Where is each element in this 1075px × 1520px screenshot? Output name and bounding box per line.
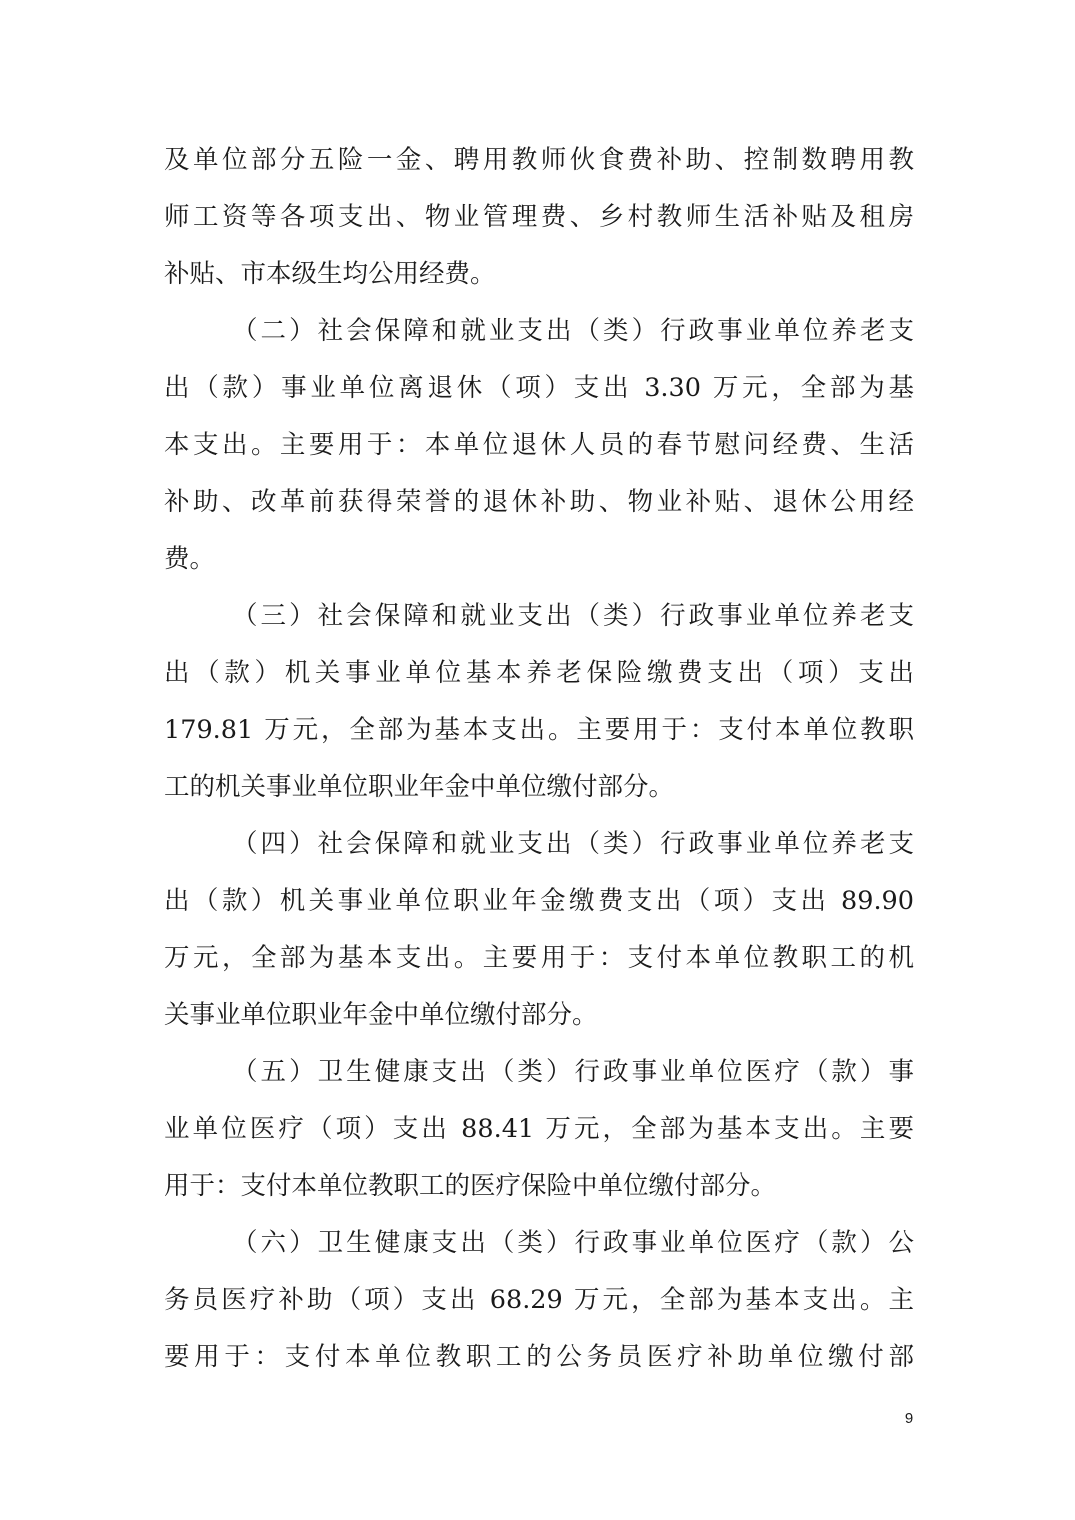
paragraph-1-line-1: 及单位部分五险一金、聘用教师伙食费补助、控制数聘用教: [164, 145, 914, 175]
paragraph-3-line-4: 工的机关事业单位职业年金中单位缴付部分。: [164, 772, 675, 802]
paragraph-2-line-5: 费。: [164, 544, 216, 574]
page-number: 9: [904, 1410, 914, 1427]
paragraph-3-line-1: （三）社会保障和就业支出（类）行政事业单位养老支: [232, 601, 914, 631]
paragraph-5-line-3: 用于：支付本单位教职工的医疗保险中单位缴付部分。: [164, 1171, 777, 1201]
paragraph-4-line-2: 出（款）机关事业单位职业年金缴费支出（项）支出 89.90: [164, 886, 914, 916]
paragraph-6-line-3: 要用于：支付本单位教职工的公务员医疗补助单位缴付部: [164, 1342, 914, 1372]
paragraph-4-line-3: 万元，全部为基本支出。主要用于：支付本单位教职工的机: [164, 943, 914, 973]
paragraph-2-line-3: 本支出。主要用于：本单位退休人员的春节慰问经费、生活: [164, 430, 914, 460]
paragraph-2-line-1: （二）社会保障和就业支出（类）行政事业单位养老支: [232, 316, 914, 346]
paragraph-2-line-2: 出（款）事业单位离退休（项）支出 3.30 万元，全部为基: [164, 373, 914, 403]
paragraph-5-line-1: （五）卫生健康支出（类）行政事业单位医疗（款）事: [232, 1057, 914, 1087]
paragraph-3-line-2: 出（款）机关事业单位基本养老保险缴费支出（项）支出: [164, 658, 914, 688]
paragraph-1-line-2: 师工资等各项支出、物业管理费、乡村教师生活补贴及租房: [164, 202, 914, 232]
paragraph-4-line-4: 关事业单位职业年金中单位缴付部分。: [164, 1000, 598, 1030]
paragraph-3-line-3: 179.81 万元，全部为基本支出。主要用于：支付本单位教职: [164, 715, 914, 745]
paragraph-4-line-1: （四）社会保障和就业支出（类）行政事业单位养老支: [232, 829, 914, 859]
paragraph-5-line-2: 业单位医疗（项）支出 88.41 万元，全部为基本支出。主要: [164, 1114, 914, 1144]
paragraph-1-line-3: 补贴、市本级生均公用经费。: [164, 259, 496, 289]
paragraph-6-line-2: 务员医疗补助（项）支出 68.29 万元，全部为基本支出。主: [164, 1285, 914, 1315]
document-body: [164, 132, 914, 1386]
paragraph-2-line-4: 补助、改革前获得荣誉的退休补助、物业补贴、退休公用经: [164, 487, 914, 517]
paragraph-6-line-1: （六）卫生健康支出（类）行政事业单位医疗（款）公: [232, 1228, 914, 1258]
